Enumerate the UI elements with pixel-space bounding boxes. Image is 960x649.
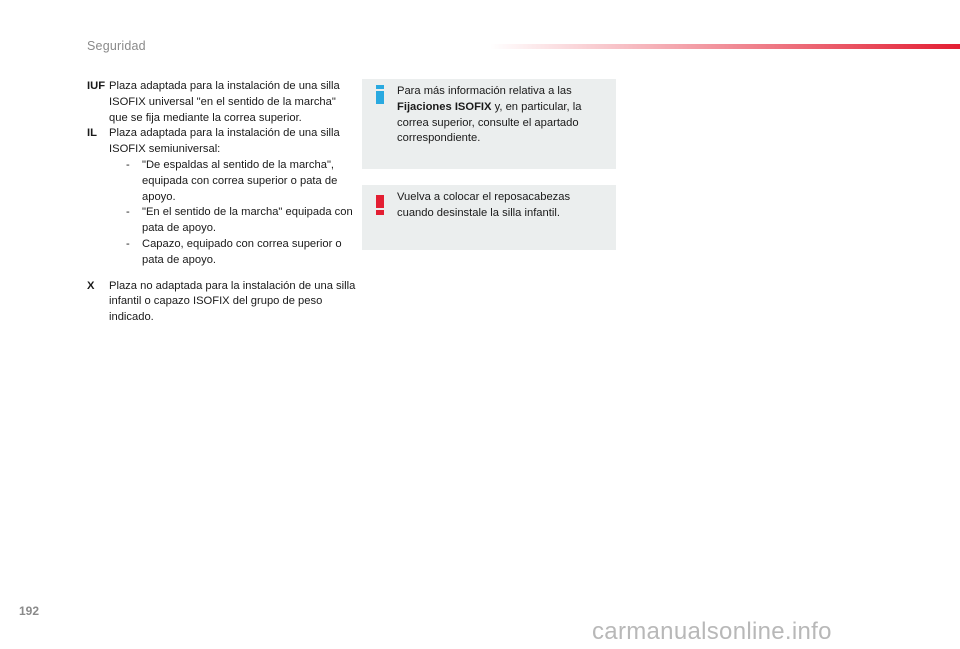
definition-il <box>87 126 357 268</box>
il-sub-list <box>109 158 357 269</box>
header-accent-bar <box>490 44 960 49</box>
term-x: X <box>87 279 95 292</box>
warning-box <box>362 185 616 250</box>
list-item <box>109 205 357 237</box>
info-icon <box>375 85 385 103</box>
list-item <box>109 237 357 269</box>
definition-x-text: Plaza no adaptada para la instalación de una silla infantil o capazo ISOFIX del grupo de peso indicado. <box>109 279 356 324</box>
section-title: Seguridad <box>87 39 146 53</box>
spacer <box>87 269 357 279</box>
list-item-text: "En el sentido de la marcha" equipada con pata de apoyo. <box>142 206 353 235</box>
list-item <box>109 158 357 205</box>
term-iuf: IUF <box>87 80 106 92</box>
list-item-text: "De espaldas al sentido de la marcha", equipada con correa superior o pata de apoyo. <box>142 158 338 203</box>
definition-list <box>87 79 357 326</box>
watermark: carmanualsonline.info <box>592 618 832 645</box>
list-item-text: Capazo, equipado con correa superior o pata de apoyo. <box>142 237 342 266</box>
warning-box-text: Vuelva a colocar el reposacabezas cuando desinstale la silla infantil. <box>397 191 571 219</box>
info-text-bold: Fijaciones ISOFIX <box>397 100 492 113</box>
term-il: IL <box>87 127 97 140</box>
definition-il-text: Plaza adaptada para la instalación de una silla ISOFIX semiuniversal: <box>109 127 340 156</box>
list-dash: - <box>126 206 130 219</box>
page-number: 192 <box>19 604 40 618</box>
list-dash: - <box>126 237 130 250</box>
info-box <box>362 79 616 169</box>
definition-iuf-text: Plaza adaptada para la instalación de una silla ISOFIX universal "en el sentido de la marcha" que se fija mediante la correa superior. <box>109 80 340 124</box>
definition-x <box>87 279 357 326</box>
info-text-before: Para más información relativa a las <box>397 85 572 97</box>
definition-iuf <box>87 79 357 126</box>
info-text-after: y, en particular, la correa superior, consulte el apartado correspondiente. <box>397 100 582 145</box>
exclamation-icon <box>375 195 385 215</box>
list-dash: - <box>126 158 130 171</box>
info-box-text <box>397 79 604 147</box>
